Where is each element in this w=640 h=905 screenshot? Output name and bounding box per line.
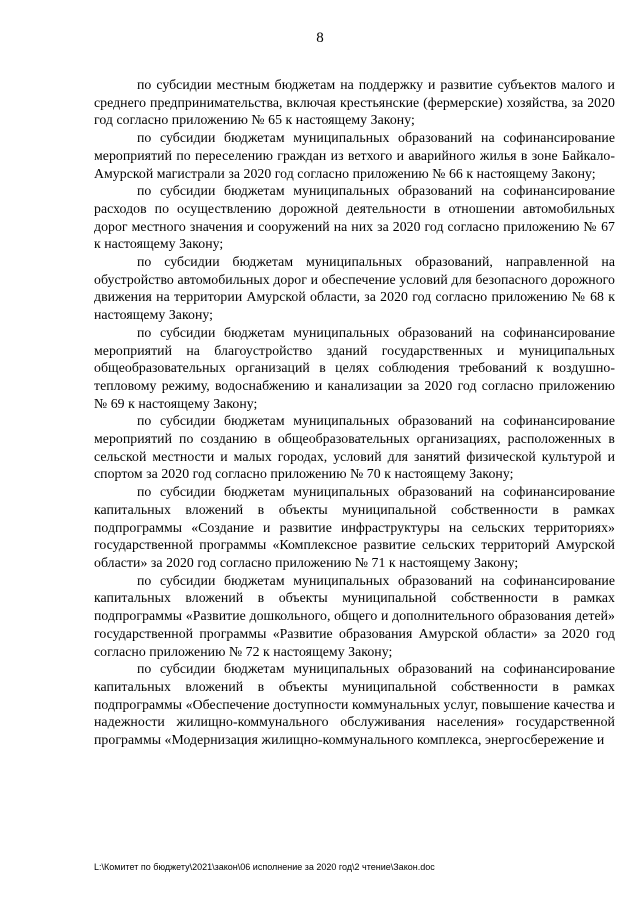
paragraph-appendix-65: по субсидии местным бюджетам на поддержку и развитие субъектов малого и среднего предпринимательства, включая крестьянские (фермерские) хозяйства, за 2020 год согласно приложению № 65 к настоящему Закону; bbox=[94, 77, 615, 128]
paragraph-continuing: по субсидии бюджетам муниципальных образований на софинансирование капитальных вложений в объекты муниципальной собственности в рамках подпрограммы «Обеспечение доступности коммунальных услуг, повышение качества и надежности жилищно-коммунального обслуживания населения» государственной программы «Модернизация жилищно-коммунального комплекса, энергосбережение и bbox=[94, 661, 615, 748]
paragraph-appendix-71: по субсидии бюджетам муниципальных образований на софинансирование капитальных вложений в объекты муниципальной собственности в рамках подпрограммы «Создание и развитие инфраструктуры на сельских территориях» государственной программы «Комплексное развитие сельских территорий Амурской области» за 2020 год согласно приложению № 71 к настоящему Закону; bbox=[94, 484, 615, 570]
paragraph-appendix-66: по субсидии бюджетам муниципальных образований на софинансирование мероприятий по переселению граждан из ветхого и аварийного жилья в зоне Байкало-Амурской магистрали за 2020 год согласно приложению № 66 к настоящему Закону; bbox=[94, 130, 615, 181]
footer-file-path: L:\Комитет по бюджету\2021\закон\06 исполнение за 2020 год\2 чтение\Закон.doc bbox=[94, 862, 435, 872]
paragraph-appendix-69: по субсидии бюджетам муниципальных образований на софинансирование мероприятий на благоустройство зданий государственных и муниципальных общеобразовательных организаций в целях соблюдения требований к воздушно-тепловому режиму, водоснабжению и канализации за 2020 год согласно приложению № 69 к настоящему Закону; bbox=[94, 324, 615, 411]
paragraph-appendix-68: по субсидии бюджетам муниципальных образований, направленной на обустройство автомобильных дорог и обеспечение условий для безопасного дорожного движения на территории Амурской области, за 2020 год согласно приложению № 68 к настоящему Закону; bbox=[94, 254, 615, 323]
paragraph-appendix-67: по субсидии бюджетам муниципальных образований на софинансирование расходов по осуществлению дорожной деятельности в отношении автомобильных дорог местного значения и сооружений на них за 2020 год согласно приложению № 67 к настоящему Закону; bbox=[94, 183, 615, 252]
page-number: 8 bbox=[316, 30, 324, 46]
paragraph-appendix-70: по субсидии бюджетам муниципальных образований на софинансирование мероприятий по созданию в общеобразовательных организациях, расположенных в сельской местности и малых городах, условий для занятий физической культурой и спортом за 2020 год согласно приложению № 70 к настоящему Закону; bbox=[94, 413, 615, 482]
paragraph-appendix-72: по субсидии бюджетам муниципальных образований на софинансирование капитальных вложений в объекты муниципальной собственности в рамках подпрограммы «Развитие дошкольного, общего и дополнительного образования детей» государственной программы «Развитие образования Амурской области» за 2020 год согласно приложению № 72 к настоящему Закону; bbox=[94, 572, 615, 659]
document-body bbox=[94, 76, 615, 749]
